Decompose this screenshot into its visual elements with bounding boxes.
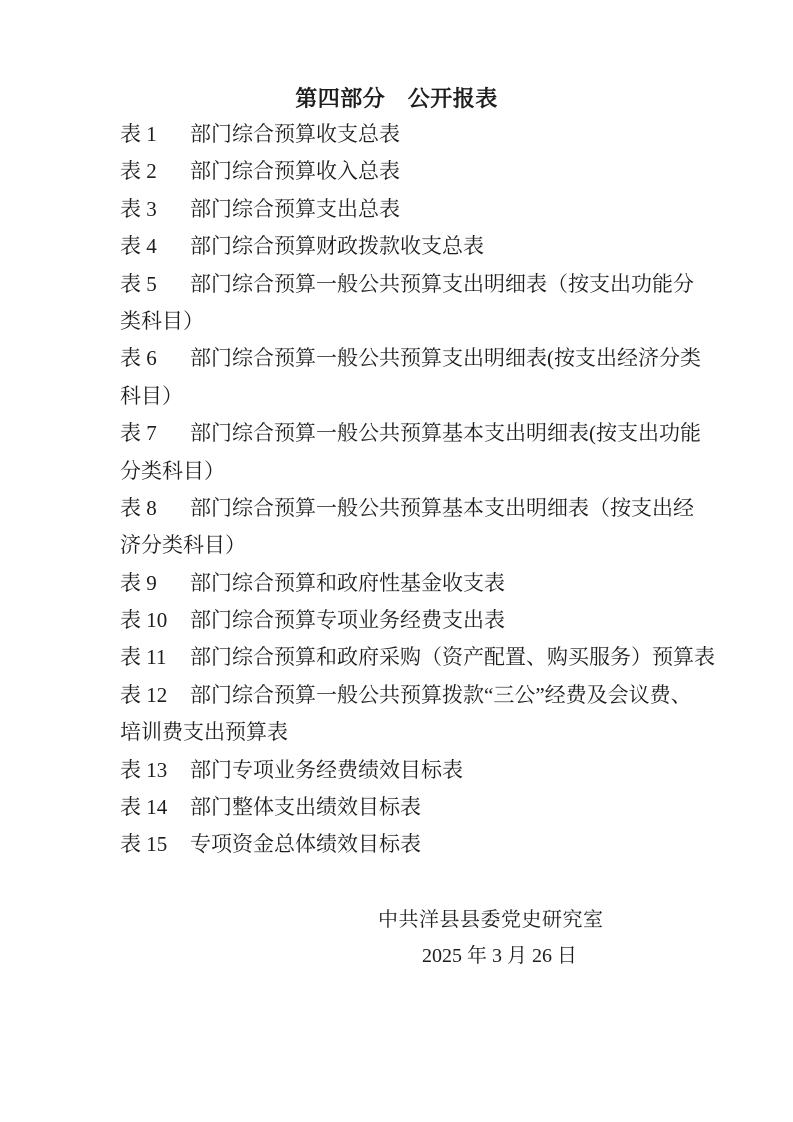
toc-item-label: 表 8 — [120, 495, 157, 520]
toc-item-title: 部门综合预算收支总表 — [190, 122, 400, 146]
toc-item — [120, 490, 760, 527]
toc-item-continuation: 济分类科目） — [120, 533, 246, 558]
toc-item-label: 表 9 — [120, 570, 157, 595]
toc-item-label: 表 6 — [120, 346, 157, 371]
toc-item-continuation: 类科目） — [120, 308, 204, 333]
toc-item-label: 表 1 — [120, 122, 157, 146]
toc-item-title: 部门综合预算一般公共预算基本支出明细表（按支出经 — [190, 495, 694, 520]
toc-item-title: 专项资金总体绩效目标表 — [190, 832, 421, 857]
toc-item — [120, 266, 760, 303]
toc-item-title: 部门综合预算和政府性基金收支表 — [190, 570, 505, 595]
signature-date: 2025 年 3 月 26 日 — [422, 945, 577, 967]
toc-item-label: 表 15 — [120, 832, 168, 857]
toc-item-title: 部门专项业务经费绩效目标表 — [190, 757, 463, 782]
toc-item-title: 部门综合预算专项业务经费支出表 — [190, 608, 505, 633]
toc-item-label: 表 4 — [120, 234, 157, 259]
toc-item-title: 部门综合预算一般公共预算基本支出明细表(按支出功能 — [190, 421, 701, 446]
section-title: 第四部分 公开报表 — [295, 86, 498, 111]
toc-item-label: 表 11 — [120, 645, 167, 670]
toc-item — [120, 415, 760, 452]
toc-item-label: 表 5 — [120, 271, 157, 296]
toc-item — [120, 602, 760, 639]
report-table-list — [120, 116, 760, 864]
toc-item — [120, 153, 760, 190]
toc-item-label: 表 13 — [120, 757, 168, 782]
toc-item-label: 表 7 — [120, 421, 157, 446]
toc-item-label: 表 10 — [120, 608, 168, 633]
toc-item-label: 表 3 — [120, 196, 157, 221]
toc-item-title: 部门整体支出绩效目标表 — [190, 795, 421, 820]
toc-item-continuation: 科目） — [120, 383, 183, 408]
toc-item — [120, 565, 760, 602]
toc-item-title: 部门综合预算一般公共预算支出明细表(按支出经济分类 — [190, 346, 701, 371]
toc-item — [120, 752, 760, 789]
toc-item — [120, 191, 760, 228]
toc-item-continuation: 培训费支出预算表 — [120, 720, 288, 745]
toc-item-label: 表 2 — [120, 159, 157, 184]
toc-item — [120, 340, 760, 377]
toc-item-title: 部门综合预算一般公共预算支出明细表（按支出功能分 — [190, 271, 694, 296]
toc-item — [120, 116, 760, 153]
toc-item-title: 部门综合预算和政府采购（资产配置、购买服务）预算表 — [190, 645, 715, 670]
toc-item — [120, 639, 760, 676]
toc-item-title: 部门综合预算支出总表 — [190, 196, 400, 221]
toc-item-continuation: 分类科目） — [120, 458, 225, 483]
toc-item — [120, 228, 760, 265]
toc-item-title: 部门综合预算财政拨款收支总表 — [190, 234, 484, 259]
toc-item-label: 表 12 — [120, 682, 168, 707]
toc-item-title: 部门综合预算一般公共预算拨款“三公”经费及会议费、 — [190, 682, 692, 707]
toc-item — [120, 826, 760, 863]
toc-item — [120, 677, 760, 714]
signature-org: 中共洋县县委党史研究室 — [378, 909, 604, 931]
toc-item-title: 部门综合预算收入总表 — [190, 159, 400, 184]
toc-item — [120, 789, 760, 826]
toc-item-label: 表 14 — [120, 795, 168, 820]
